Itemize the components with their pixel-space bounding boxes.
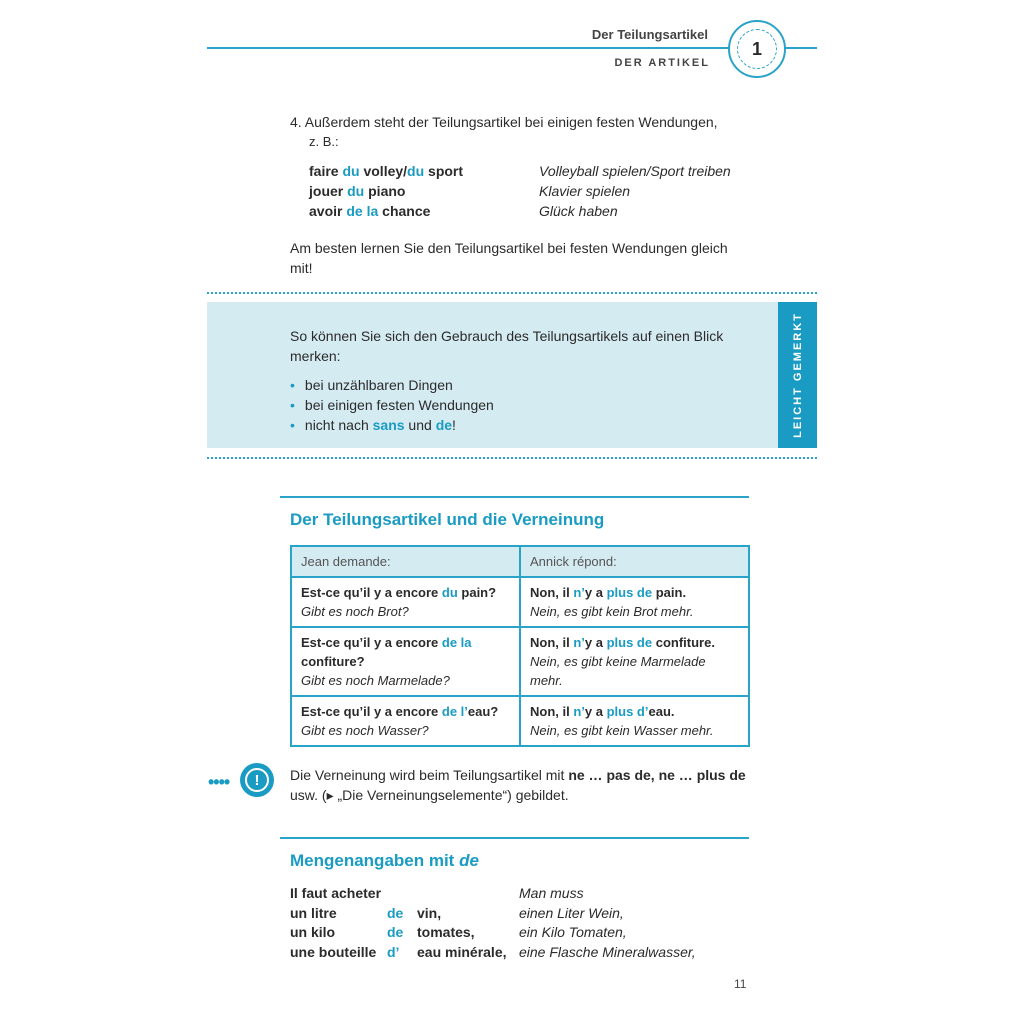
exclamation-icon: ! [240,763,274,797]
quantity-row-1-tr: einen Liter Wein, [519,905,624,921]
phrase-2-translation: Glück haben [539,203,618,219]
quantity-row-3-de: d’ [387,944,400,960]
running-subtitle: DER ARTIKEL [614,57,710,69]
notice-line2: usw. (▸ „Die Verneinungselemente“) gebildet. [290,787,569,803]
table-header-jean: Jean demande: [291,546,520,577]
tip-bottom-divider [207,457,817,459]
table-row [291,696,749,746]
closing-line2: mit! [290,260,313,276]
section2-title: Mengenangaben mit de [290,851,479,870]
header-rule [207,47,817,49]
notice-line1: Die Verneinung wird beim Teilungsartikel mit ne … pas de, ne … plus de [290,767,746,783]
quantity-row-2-tr: ein Kilo Tomaten, [519,924,627,940]
quantity-row-2-de: de [387,924,404,940]
phrase-0: faire du volley/du sport [309,163,464,179]
quantity-row-1-a: un litre [290,905,337,921]
quantity-row-3-b: eau minérale, [417,944,507,960]
table-header-row [291,546,749,577]
quantity-row-3-a: une bouteille [290,944,377,960]
tip-tab-label: LEICHT GEMERKT [791,312,804,438]
tip-intro-line1: So können Sie sich den Gebrauch des Teilungsartikels auf einen Blick [290,328,724,344]
table-row [291,627,749,696]
running-title: Der Teilungsartikel [591,27,708,42]
quantity-row-0-a: Il faut acheter [290,885,382,901]
bullet-icon: • [290,417,295,433]
question: Est-ce qu’il y a encore de l’eau? [301,704,499,719]
bullet-icon: • [290,377,295,393]
page-number: 11 [734,977,747,991]
table-header-annick: Annick répond: [520,546,749,577]
tip-bullet-0: • bei unzählbaren Dingen [290,377,453,393]
tip-top-divider [207,292,817,294]
phrase-1-translation: Klavier spielen [539,183,631,199]
table-row [291,577,749,627]
question-translation: Gibt es noch Marmelade? [301,673,450,688]
question-translation: Gibt es noch Wasser? [301,723,429,738]
phrase-0-translation: Volleyball spielen/Sport treiben [539,163,731,179]
quantity-row-2-b: tomates, [417,924,475,940]
bullet-icon: • [290,397,295,413]
question-translation: Gibt es noch Brot? [301,604,409,619]
quantity-row-2-a: un kilo [290,924,336,940]
question: Est-ce qu’il y a encore du pain? [301,585,497,600]
tip-bullet-2: • nicht nach sans und de! [290,417,456,433]
answer: Non, il n’y a plus de pain. [530,585,687,600]
chapter-number: 1 [737,29,777,69]
tip-tab [778,302,817,448]
answer-translation: Nein, es gibt kein Wasser mehr. [530,723,714,738]
answer: Non, il n’y a plus de confiture. [530,635,715,650]
answer-translation: Nein, es gibt keine Marmelade mehr. [530,654,706,688]
chapter-badge [728,20,786,78]
negation-table [290,545,750,747]
quantity-row-3-tr: eine Flasche Mineralwasser, [519,944,696,960]
closing-line1: Am besten lernen Sie den Teilungsartikel bei festen Wendungen gleich [290,240,728,256]
quantity-row-1-b: vin, [417,905,442,921]
phrase-1: jouer du piano [309,183,406,199]
point4-line1: 4. Außerdem steht der Teilungsartikel bei einigen festen Wendungen, [290,114,718,130]
answer-translation: Nein, es gibt kein Brot mehr. [530,604,694,619]
quantity-row-1-de: de [387,905,404,921]
answer: Non, il n’y a plus d’eau. [530,704,675,719]
point4-line2: z. B.: [309,134,339,149]
notice-dots: •••• [208,772,230,792]
section1-rule [280,496,749,498]
quantity-row-0-tr: Man muss [519,885,584,901]
tip-intro-line2: merken: [290,348,341,364]
section1-title: Der Teilungsartikel und die Verneinung [290,510,605,529]
tip-bullet-1: • bei einigen festen Wendungen [290,397,494,413]
section2-rule [280,837,749,839]
phrase-2: avoir de la chance [309,203,431,219]
question: Est-ce qu’il y a encore de la confiture? [301,635,472,669]
